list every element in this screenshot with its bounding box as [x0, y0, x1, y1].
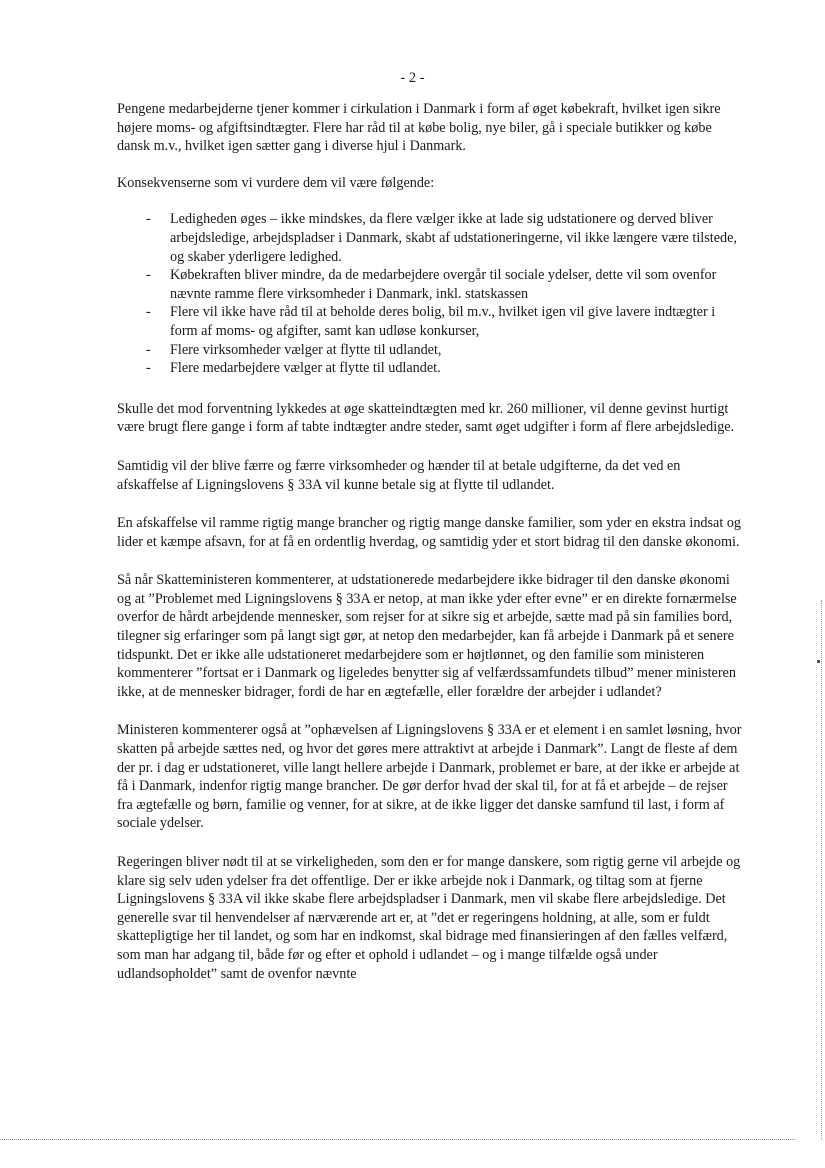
bullet-dash: -	[146, 360, 151, 377]
list-item-text: Købekraften bliver mindre, da de medarbejdere overgår til sociale ydelser, dette vil som ovenfor nævnte ramme flere virksomheder i Danmark, inkl. statskassen	[170, 267, 717, 302]
consequences-list	[117, 210, 742, 377]
page-number: - 2 -	[400, 70, 425, 86]
list-item-text: Flere medarbejdere vælger at flytte til udlandet.	[170, 360, 441, 377]
paragraph-minister-abolition: Ministeren kommenterer også at ”ophævelsen af Ligningslovens § 33A er et element i en samlet løsning, hvor skatten på arbejde sættes ned, og hvor det gøres mere attraktivt at arbejde i Danmark”. Langt de fleste af dem der pr. i dag er udstationeret, ville langt hellere arbejde i Danmark, problemet er bare, at der ikke er arbejde at få i Danmark, indenfor rigtig mange brancher. De gør derfor hvad der skal til, for at få et arbejde – de rejser fra ægtefælle og børn, familie og venner, for at sikre, at de ikke ligger det danske samfund til last, i form af sociale ydelser.	[117, 722, 742, 832]
paragraph-consequences-intro: Konsekvenserne som vi vurdere dem vil være følgende:	[117, 174, 435, 191]
list-item	[117, 359, 742, 378]
list-item-text: Flere vil ikke have råd til at beholde deres bolig, bil m.v., hvilket igen vil give lavere indtægter i form af moms- og afgifter, samt kan udløse konkurser,	[170, 304, 716, 339]
paragraph-government-reality: Regeringen bliver nødt til at se virkeligheden, som den er for mange danskere, som rigtig gerne vil arbejde og klare sig selv uden ydelser fra det offentlige. Der er ikke arbejde nok i Danmark, og tiltag som at fjerne Ligningslovens § 33A vil ikke skabe flere arbejdspladser i Danmark, men vil skabe flere arbejdsledige. Det generelle svar til henvendelser af nærværende art er, at ”det er regeringens holdning, at alle, som er fuldt skattepligtige her til landet, og som har en indkomst, skal bidrage med finansieringen af den fælles velfærd, som man har adgang til, både før og efter et ophold i udlandet – og i mange tilfælde også under udlandsopholdet” samt de ovenfor nævnte	[117, 854, 741, 982]
scan-edge-mark	[817, 660, 820, 663]
scan-edge-dots	[821, 600, 823, 1140]
list-item-text: Flere virksomheder vælger at flytte til udlandet,	[170, 341, 442, 358]
bullet-dash: -	[146, 341, 151, 358]
bullet-dash: -	[146, 211, 151, 228]
list-item	[117, 341, 742, 360]
list-item	[117, 210, 742, 266]
footer-dotted-rule	[0, 1139, 795, 1140]
paragraph-industries-families: En afskaffelse vil ramme rigtig mange brancher og rigtig mange danske familier, som yder en ekstra indsat og lider et kæmpe afsavn, for at få en ordentlig hverdag, og samtidig yder et stort bidrag til den danske økonomi.	[117, 515, 742, 550]
bullet-dash: -	[146, 267, 151, 284]
list-item	[117, 266, 742, 303]
document-body	[117, 100, 742, 983]
paragraph-tax-revenue: Skulle det mod forventning lykkedes at øge skatteindtægten med kr. 260 millioner, vil denne gevinst hurtigt være brugt flere gange i form af tabte indtægter andre steder, samt øget udgifter i form af flere arbejdsledige.	[117, 400, 735, 436]
list-item	[117, 303, 742, 340]
bullet-dash: -	[146, 304, 151, 321]
paragraph-fewer-companies: Samtidig vil der blive færre og færre virksomheder og hænder til at betale udgifterne, da det ved en afskaffelse af Ligningslovens § 33A vil kunne betale sig at flytte til udlandet.	[117, 457, 681, 493]
paragraph-minister-comment: Så når Skatteministeren kommenterer, at udstationerede medarbejdere ikke bidrager til den danske økonomi og at ”Problemet med Ligningslovens § 33A er netop, at man ikke yder efter evne” er en direkte fornærmelse overfor de hårdt arbejdende mennesker, som rejser for at sikre sig et arbejde, sætte mad på sin families bord, tilegner sig erfaringer som på langt sigt gør, at netop den medarbejder, kan få arbejde i Danmark på et senere tidspunkt. Det er ikke alle udstationeret medarbejdere som er højtlønnet, og den familie som ministeren kommenterer ”fortsat er i Danmark og ligeledes benytter sig af velfærdssamfundets tilbud” mener ministeren ikke, at de mennesker bidrager, fordi de har en ægtefælle, eller forældre der arbejder i udlandet?	[117, 572, 737, 700]
list-item-text: Ledigheden øges – ikke mindskes, da flere vælger ikke at lade sig udstationere og derved bliver arbejdsledige, arbejdspladser i Danmark, skabt af udstationeringerne, vil ikke længere være tilstede, og skaber yderligere ledighed.	[170, 211, 737, 265]
paragraph-purchasing-power: Pengene medarbejderne tjener kommer i cirkulation i Danmark i form af øget købekraft, hvilket igen sikre højere moms- og afgiftsindtægter. Flere har råd til at købe bolig, nye biler, gå i speciale butikker og købe dansk m.v., hvilket igen sætter gang i diverse hjul i Danmark.	[117, 101, 721, 155]
